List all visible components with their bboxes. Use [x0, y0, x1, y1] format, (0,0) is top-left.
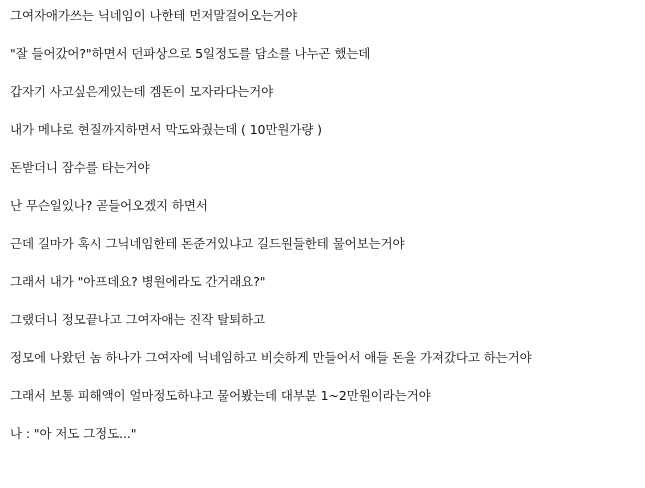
post-paragraph: "잘 들어갔어?"하면서 던파상으로 5일정도를 담소를 나누곤 했는데	[10, 46, 371, 61]
post-paragraph: 난 무슨일있나? 곧들어오겠지 하면서	[10, 198, 208, 213]
post-paragraph: 나 : "아 저도 그정도..."	[10, 426, 137, 441]
post-paragraph: 그래서 보통 피해액이 얼마정도하냐고 물어봤는데 대부분 1~2만원이라는거야	[10, 388, 431, 403]
post-paragraph: 근데 길마가 혹시 그닉네임한테 돈준거있냐고 길드원들한테 물어보는거야	[10, 236, 405, 251]
post-paragraph: 그래서 내가 "아프데요? 병원에라도 간거래요?"	[10, 274, 266, 289]
post-paragraph: 돈받더니 잠수를 타는거야	[10, 160, 150, 175]
post-paragraph: 그랬더니 정모끝나고 그여자애는 진작 탈퇴하고	[10, 312, 265, 327]
post-paragraph: 갑자기 사고싶은게있는데 겜돈이 모자라다는거야	[10, 84, 274, 99]
post-paragraph: 정모에 나왔던 놈 하나가 그여자에 닉네임하고 비슷하게 만들어서 애들 돈을 가져갔다고 하는거야	[10, 350, 532, 365]
post-paragraph: 내가 메냐로 현질까지하면서 막도와줬는데 ( 10만원가량 )	[10, 122, 322, 137]
post-paragraph: 그여자애가쓰는 닉네임이 나한테 먼저말걸어오는거야	[10, 8, 298, 23]
